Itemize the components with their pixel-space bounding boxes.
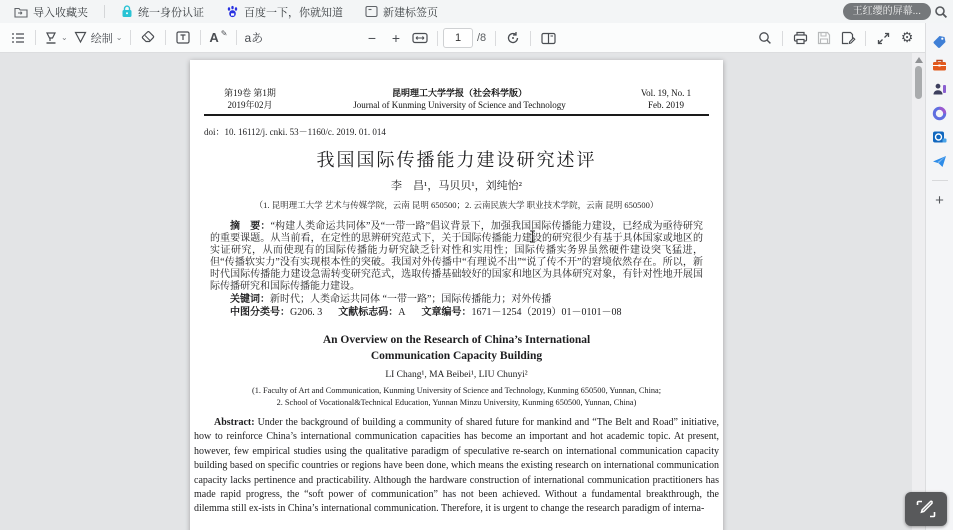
- minus-icon: −: [367, 30, 377, 46]
- read-aloud-icon: aあ: [244, 31, 264, 45]
- divider: [104, 5, 105, 18]
- pdf-toolbar: [0, 23, 925, 53]
- bookmark-label: 统一身份认证: [138, 6, 204, 19]
- screen-capture-button[interactable]: [905, 492, 947, 526]
- mail-icon[interactable]: [932, 129, 948, 145]
- font-style-icon: A: [209, 30, 219, 45]
- doi-line: doi：10. 16112/j. cnki. 53－1160/c. 2019. 01. 014: [204, 127, 386, 137]
- highlighter-button[interactable]: [41, 26, 71, 50]
- clc-label: 中图分类号：: [230, 307, 290, 318]
- lock-icon: [121, 5, 133, 18]
- scrollbar-thumb[interactable]: [915, 66, 922, 99]
- affiliation-en: [204, 385, 709, 409]
- divider: [932, 180, 948, 181]
- bookmarks-bar: [0, 0, 953, 23]
- paper-plane-icon[interactable]: [932, 153, 948, 169]
- page-number-input[interactable]: [443, 28, 473, 48]
- scroll-up-arrow[interactable]: [915, 57, 923, 63]
- eraser-icon: [141, 31, 155, 44]
- chevron-down-icon: ⌄: [61, 33, 68, 42]
- tag-icon[interactable]: [932, 33, 948, 49]
- draw-pen-icon: [74, 31, 87, 44]
- abstract-cn-label: 摘 要：: [230, 221, 271, 232]
- new-tab-icon: [365, 5, 378, 18]
- divider: [530, 31, 531, 46]
- bookmark-baidu[interactable]: [220, 2, 349, 22]
- page-total: /8: [477, 32, 487, 44]
- bookmark-label: 新建标签页: [383, 6, 438, 19]
- affiliation-en-line1: (1. Faculty of Art and Communication, Kunming University of Science and Technology, Kunming 650500, Yunnan, China;: [251, 386, 662, 395]
- draw-button[interactable]: [71, 26, 126, 50]
- doc-code-value: A: [398, 307, 406, 318]
- chevron-down-icon: ⌄: [115, 33, 123, 42]
- zoom-out-button[interactable]: [360, 26, 384, 50]
- folder-import-icon: [14, 6, 28, 18]
- pdf-viewer-area: [0, 53, 925, 530]
- keywords-label: 关键词：: [230, 294, 270, 305]
- draw-label: 绘制: [90, 32, 113, 45]
- plus-icon: +: [391, 30, 401, 46]
- font-style-button[interactable]: [206, 26, 230, 50]
- divider: [782, 31, 783, 46]
- bookmark-label: 导入收藏夹: [33, 6, 88, 19]
- zoom-in-button[interactable]: [384, 26, 408, 50]
- add-icon[interactable]: +: [935, 191, 944, 209]
- settings-button[interactable]: [895, 26, 919, 50]
- two-page-view-button[interactable]: [536, 26, 560, 50]
- sidebar-app-strip: [925, 23, 953, 530]
- print-button[interactable]: [788, 26, 812, 50]
- journal-header: [204, 87, 709, 111]
- screen-share-indicator[interactable]: 王红缨的屏幕...: [843, 3, 931, 20]
- rotate-icon: [506, 31, 520, 45]
- affiliation-en-line2: 2. School of Vocational&Technical Education, Yunnan Minzu University, Kunming 650500, Yunnan, China): [276, 398, 637, 407]
- article-id-value: 1671－1254（2019）01－0101－08: [471, 307, 622, 318]
- save-button[interactable]: [812, 26, 836, 50]
- clc-value: G206. 3: [290, 307, 323, 318]
- abstract-en-label: Abstract:: [214, 417, 255, 428]
- journal-name-en: Journal of Kunming University of Science and Technology: [353, 100, 566, 110]
- save-as-button[interactable]: [836, 26, 860, 50]
- pen-accent-icon: ✎: [220, 29, 228, 38]
- abstract-cn: [210, 221, 703, 293]
- bookmark-import-favorites[interactable]: [8, 2, 94, 22]
- text-box-button[interactable]: [171, 26, 195, 50]
- bookmark-label: 百度一下，你就知道: [244, 6, 343, 19]
- print-icon: [793, 31, 808, 45]
- eraser-button[interactable]: [136, 26, 160, 50]
- screenshot-pen-icon: [916, 500, 936, 518]
- journal-issue-cn: 第19卷 第1期: [224, 88, 276, 98]
- article-id-label: 文章编号：: [421, 307, 472, 318]
- classification-line: [210, 307, 703, 319]
- journal-date-en: Feb. 2019: [648, 100, 684, 110]
- ring-icon[interactable]: [932, 105, 948, 121]
- doc-code-label: 文献标志码：: [338, 307, 399, 318]
- paper-title-en-line2: Communication Capacity Building: [370, 350, 543, 362]
- save-icon: [817, 31, 831, 45]
- toolbox-icon[interactable]: [932, 57, 948, 73]
- divider: [165, 30, 166, 45]
- toc-icon: [11, 32, 25, 44]
- header-rule: [204, 114, 709, 116]
- journal-name-cn: 昆明理工大学学报（社会科学版）: [391, 88, 527, 98]
- authors-cn: 李 昌¹，马贝贝¹，刘纯怡²: [391, 180, 522, 192]
- save-as-icon: [841, 31, 856, 45]
- divider: [437, 31, 438, 46]
- document-page: [190, 60, 723, 530]
- rotate-button[interactable]: [501, 26, 525, 50]
- paper-title-en-line1: An Overview on the Research of China’s International: [322, 334, 591, 346]
- authors-en: LI Chang¹, MA Beibei¹, LIU Chunyi²: [385, 370, 528, 380]
- abstract-en: [194, 416, 719, 517]
- abstract-en-text: Under the background of building a community of shared future for mankind and “The Belt and Road” initiative, how to reinforce China’s international communication capacities has become an important and hot academic topic. At present, however, few empirical studies using the qualitative paradigm of speculative re-search on international communication capacity building based on specific countries or regions have been done, which means the existing research on international communication capacity lacks pertinence and practicability. Although the hardware construction of international communication practitioners has made rapid progress, the “soft power of communication” has not been achieved. Without a fundamental breakthrough, the dilemma still ex-ists in China’s international communication. Therefore, it is urgent to change the research paradigm of interna-: [194, 417, 720, 515]
- paper-title-en: [204, 332, 709, 364]
- text-cursor-ibeam: [528, 230, 537, 243]
- bookmark-new-tab[interactable]: [359, 2, 444, 22]
- gear-icon: ⚙: [900, 30, 914, 46]
- divider: [865, 31, 866, 46]
- journal-date-cn: 2019年02月: [227, 100, 273, 110]
- expand-button[interactable]: [871, 26, 895, 50]
- fit-width-icon: [412, 32, 428, 44]
- affiliation-cn: （1. 昆明理工大学 艺术与传媒学院，云南 昆明 650500；2. 云南民族大学 职业技术学院，云南 昆明 650500）: [254, 200, 659, 210]
- abstract-cn-text: “构建人类命运共同体”及“一带一路”倡议背景下，加强我国国际传播能力建设，已经成为亟待研究的重要课题。从当前看，在定性的思辨研究范式下，关于国际传播能力建设的研究很少有基于具体国家或地区的实证研究，从而使现有的国际传播能力研究缺乏针对性和实用性；国际传播实务界虽然硬件建设突飞猛进，但“传播软实力”没有实现根本性的突破。我国对外传播中“有理说不出”“说了传不开”的窘境依然存在。所以，新时代国际传播能力建设急需转变研究范式，选取传播基础较好的国家和地区为具体研究对象，有针对性地开展国际传播研究和国际传播能力建设。: [210, 221, 703, 292]
- search-icon: [758, 31, 772, 45]
- fit-width-button[interactable]: [408, 26, 432, 50]
- divider: [236, 30, 237, 45]
- divider: [495, 31, 496, 46]
- bookmark-identity-auth[interactable]: [115, 2, 210, 22]
- divider: [200, 30, 201, 45]
- search-button[interactable]: [753, 26, 777, 50]
- two-page-view-icon: [541, 32, 556, 45]
- journal-issue-en: Vol. 19, No. 1: [640, 88, 692, 98]
- contacts-icon[interactable]: [932, 81, 948, 97]
- keywords-line: [210, 294, 703, 306]
- text-box-icon: [176, 31, 190, 44]
- expand-icon: [877, 32, 890, 45]
- keywords-text: 新时代；人类命运共同体 “一带一路”；国际传播能力；对外传播: [270, 294, 552, 305]
- read-aloud-button[interactable]: [242, 26, 267, 50]
- highlighter-icon: [44, 31, 58, 45]
- vertical-scrollbar[interactable]: [912, 53, 925, 530]
- divider: [130, 30, 131, 45]
- divider: [35, 30, 36, 45]
- baidu-paw-icon: [226, 5, 239, 18]
- magnifier-overlay-icon[interactable]: [934, 5, 948, 19]
- paper-title-cn: 我国国际传播能力建设研究述评: [316, 150, 597, 170]
- toc-button[interactable]: [6, 26, 30, 50]
